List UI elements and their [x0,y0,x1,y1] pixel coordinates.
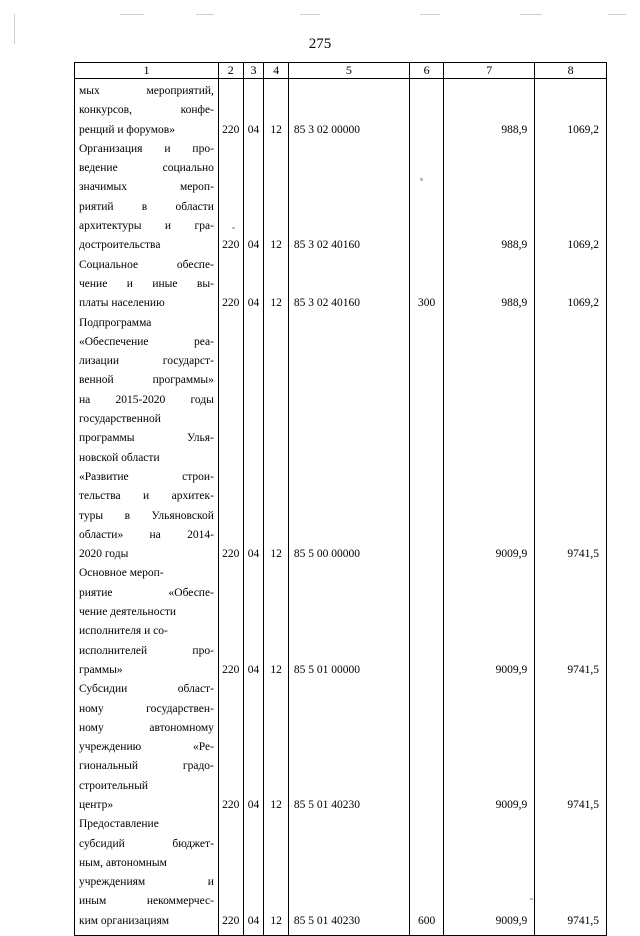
text-line: туры в Ульяновской [79,509,214,522]
cell-name-column [75,79,219,936]
text-line: 04 [247,123,260,136]
text-line: чение и иные вы- [79,277,214,290]
name-column-lines [75,79,218,935]
text-line: значимых мероп- [79,181,214,194]
scan-edge-mark [300,14,320,15]
text-line: 85 3 02 00000 [293,123,360,136]
text-line: 04 [247,297,260,310]
text-line: венной программы» [79,374,214,387]
text-line: «Развитие строи- [79,470,214,483]
text-line: 9009,9 [495,663,528,676]
text-line: 988,9 [501,297,528,310]
text-line: 12 [270,297,282,310]
text-line: 220 [222,663,240,676]
text-line: 04 [247,914,260,927]
scan-speck [232,227,235,229]
text-line: исполнителя и со- [79,625,168,638]
text-line: гиональный градо- [79,760,214,773]
scan-edge-mark [420,14,440,15]
text-line: 85 3 02 40160 [293,239,360,252]
column-header-2: 2 [218,63,243,79]
text-line: субсидий бюджет- [79,837,214,850]
text-line: 12 [270,798,282,811]
text-line: 9741,5 [567,914,599,927]
text-line: 12 [270,663,282,676]
text-line: 220 [222,297,240,310]
text-line: 220 [222,239,240,252]
text-line: учреждениям и [79,876,214,889]
text-line: новской области [79,451,160,464]
text-line: риятий в области [79,200,214,213]
text-line: исполнителей про- [79,644,214,657]
cell-section-column [218,79,243,936]
text-line: граммы» [79,663,123,676]
text-line: 85 5 01 40230 [293,798,360,811]
text-line: 85 5 00 00000 [293,548,360,561]
text-line: иным некоммерчес- [79,895,214,908]
text-line: ному государствен- [79,702,214,715]
text-line: риятие «Обеспе- [79,586,214,599]
target-code-column-lines [289,79,409,935]
scan-speck [530,898,533,900]
scan-edge-mark [196,14,214,15]
text-line: 12 [270,914,282,927]
text-line: учреждению «Ре- [79,741,214,754]
budget-table [74,62,607,936]
subsection-column-lines [244,79,264,935]
text-line: 9009,9 [495,548,528,561]
text-line: 85 3 02 40160 [293,297,360,310]
text-line: 988,9 [501,239,528,252]
text-line: 9741,5 [567,548,599,561]
page-number: 275 [308,36,332,52]
text-line: 220 [222,123,240,136]
section-column-lines [219,79,243,935]
scan-edge-mark [120,14,144,15]
text-line: 04 [247,798,260,811]
table-body-row [75,79,607,936]
text-line: 1069,2 [567,239,599,252]
cell-subsection-column [243,79,264,936]
text-line: ким организациям [79,914,170,927]
table-header-row [75,63,607,79]
text-line: 04 [247,548,260,561]
text-line: Подпрограмма [79,316,152,329]
text-line: центр» [79,798,114,811]
text-line: 9741,5 [567,663,599,676]
text-line: программы Улья- [79,432,214,445]
text-line: 1069,2 [567,123,599,136]
amount-2016-column-lines [535,79,606,935]
column-header-4: 4 [264,63,289,79]
text-line: чение деятельности [79,606,177,619]
text-line: 988,9 [501,123,528,136]
text-line: 220 [222,548,240,561]
text-line: достроительства [79,239,161,252]
text-line: Предоставление [79,818,159,831]
column-header-8: 8 [535,63,607,79]
cell-expense-type-column [409,79,443,936]
amount-2015-column-lines [444,79,534,935]
text-line: 12 [270,239,282,252]
cell-target-code-column [288,79,409,936]
text-line: государственной [79,413,161,426]
column-header-7: 7 [444,63,535,79]
text-line: 9741,5 [567,798,599,811]
text-line: конкурсов, конфе- [79,104,214,117]
cell-amount-2016-column [535,79,607,936]
expense-type-column-lines [410,79,443,935]
cell-subsection2-column [264,79,289,936]
text-line: 220 [222,798,240,811]
text-line: ному автономному [79,721,214,734]
column-header-3: 3 [243,63,264,79]
text-line: 600 [417,914,436,927]
text-line: 12 [270,548,282,561]
scan-edge-mark [520,14,542,15]
text-line: платы населению [79,297,165,310]
text-line: 85 5 01 40230 [293,914,360,927]
text-line: 04 [247,663,260,676]
column-header-1: 1 [75,63,219,79]
text-line: на 2015-2020 годы [79,393,214,406]
text-line: Социальное обеспе- [79,258,214,271]
text-line: лизации государст- [79,355,214,368]
text-line: «Обеспечение реа- [79,335,214,348]
text-line: 85 5 01 00000 [293,663,360,676]
scan-speck [420,178,423,181]
text-line: архитектуры и гра- [79,220,214,233]
column-header-6: 6 [409,63,443,79]
text-line: 2020 годы [79,548,129,561]
text-line: строительный [79,779,149,792]
text-line: 1069,2 [567,297,599,310]
text-line: 9009,9 [495,914,528,927]
scan-edge-mark [608,14,626,15]
text-line: Организация и про- [79,142,214,155]
column-header-5: 5 [288,63,409,79]
text-line: 300 [417,297,436,310]
text-line: мых мероприятий, [79,85,214,97]
text-line: 220 [222,914,240,927]
text-line: Субсидии област- [79,683,214,696]
text-line: тельства и архитек- [79,490,214,503]
text-line: ным, автономным [79,856,167,869]
text-line: ренций и форумов» [79,123,175,136]
text-line: 12 [270,123,282,136]
text-line: 04 [247,239,260,252]
text-line: 9009,9 [495,798,528,811]
text-line: ведение социально [79,162,214,175]
subsection2-column-lines [264,79,288,935]
text-line: Основное мероп- [79,567,164,580]
cell-amount-2015-column [444,79,535,936]
text-line: области» на 2014- [79,528,214,541]
